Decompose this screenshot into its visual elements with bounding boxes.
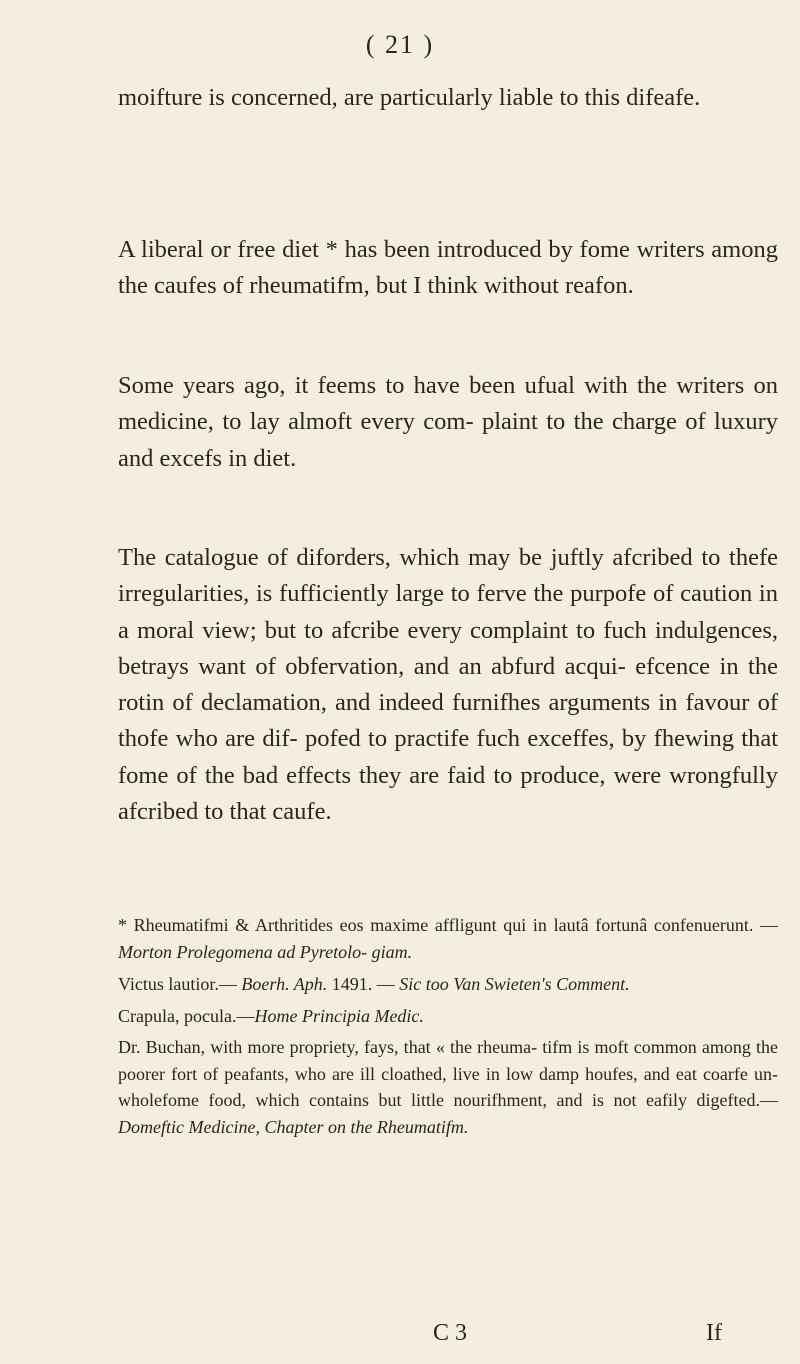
footnote-source: Morton Prolegomena ad Pyretolo- giam.: [118, 941, 413, 962]
footnote-2: [118, 971, 778, 998]
footnote-text: * Rheumatifmi & Arthritides eos maxime affligunt qui in lautâ fortunâ confenuerunt. —: [118, 915, 778, 935]
footnote-source: Domeftic Medicine, Chapter on the Rheumatifm.: [118, 1116, 469, 1137]
footnote-source: Boerh. Aph.: [241, 974, 328, 994]
catchword: If: [706, 1320, 722, 1346]
footnote-1: [118, 912, 778, 965]
page-number: ( 21 ): [365, 30, 435, 59]
body-paragraph-3: [118, 368, 778, 477]
body-paragraph-1: [118, 80, 778, 116]
footnote-text: Crapula, pocula.—: [118, 1005, 255, 1026]
paragraph-text: moifture is concerned, are particularly liable to this difeafe.: [118, 84, 701, 111]
paragraph-text: Some years ago, it feems to have been ufual with the writers on medicine, to lay almoft every com- plaint to the charge of luxury and excefs in diet.: [118, 372, 778, 472]
footnotes: [118, 912, 778, 1145]
footnote-text: Victus lautior.—: [118, 974, 242, 994]
footnote-text-tail: 1491. —: [327, 974, 400, 994]
footnote-4: [118, 1034, 778, 1140]
paragraph-text: A liberal or free diet * has been introduced by fome writers among the caufes of rheumatifm, but I think without reafon.: [118, 236, 778, 300]
paragraph-text: The catalogue of diforders, which may be juftly afcribed to thefe irregularities, is fufficiently large to ferve the purpofe of caution in a moral view; but to afcribe every complaint to fuch indulgences, betrays want of obfervation, and an abfurd acqui- efcence in the rotin of declamation, and indeed furnifhes arguments in favour of thofe who are dif- pofed to practife fuch exceffes, by fhewing that fome of the bad effects they are faid to produce, were wrongfully afcribed to that caufe.: [118, 544, 778, 826]
signature-mark: C 3: [433, 1320, 468, 1346]
footnote-3: [118, 1003, 778, 1030]
footnote-source: Home Principia Medic.: [254, 1005, 424, 1026]
body-paragraph-2: [118, 232, 778, 305]
body-paragraph-4: [118, 540, 778, 830]
footnote-source-2: Sic too Van Swieten's Comment.: [399, 974, 630, 994]
footnote-text: Dr. Buchan, with more propriety, fays, that « the rheuma- tifm is moft common among the poorer fort of peafants, who are ill cloathed, live in low damp houfes, and eat coarfe un- wholefome food, which contains but little nourifhment, and is not eafily digefted.—: [118, 1037, 778, 1110]
